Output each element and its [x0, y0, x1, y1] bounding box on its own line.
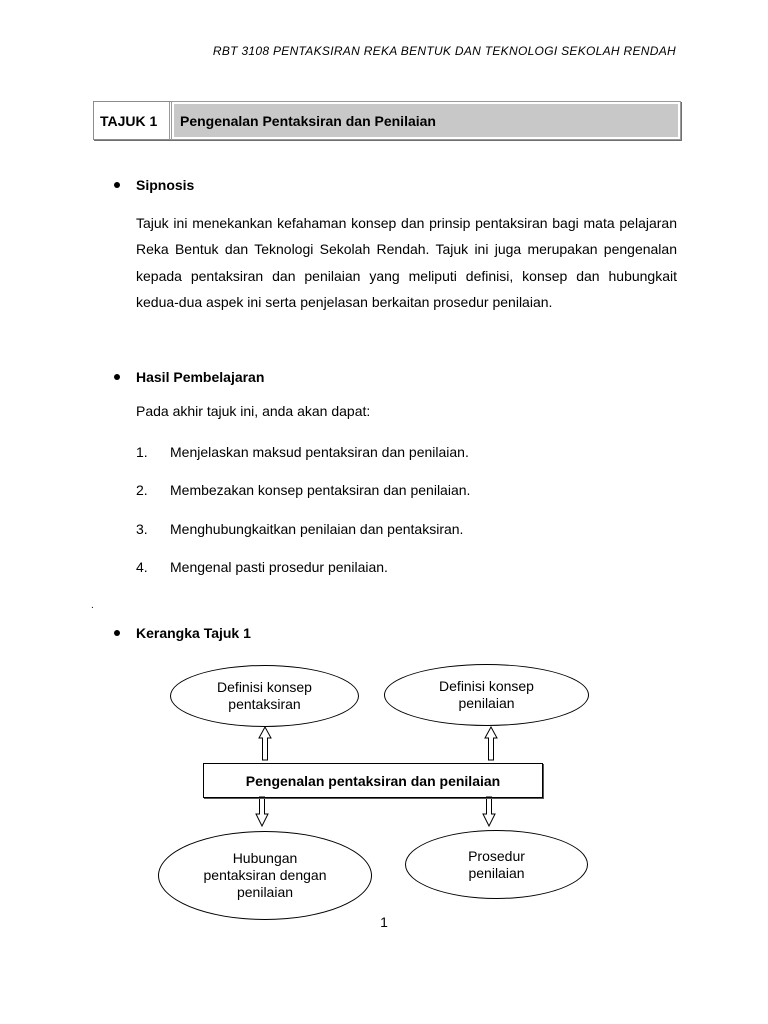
oval-line: Hubungan — [232, 850, 298, 866]
oval-line: penilaian — [236, 884, 294, 900]
down-arrow-icon — [256, 797, 268, 826]
synopsis-line: merupakan pengenalan kepada pentaksiran dan penilaian yang meliputi definisi, — [136, 241, 677, 284]
oval-line: pentaksiran dengan — [203, 867, 327, 883]
synopsis-line: pelajaran Reka Bentuk dan Teknologi Sekolah Rendah. Tajuk ini juga — [136, 215, 677, 258]
down-arrow-icon — [483, 797, 495, 826]
outcome-text: Membezakan konsep pentaksiran dan penilaian. — [170, 482, 471, 498]
outcome-text: Menghubungkaitkan penilaian dan pentaksiran. — [170, 521, 464, 537]
oval-line: pentaksiran — [228, 696, 301, 712]
oval-line: Prosedur — [468, 847, 525, 864]
up-arrow-icon — [259, 727, 271, 760]
outcome-text: Mengenal pasti prosedur penilaian. — [170, 559, 388, 575]
synopsis-line: penilaian. — [492, 293, 553, 310]
synopsis-line: konsep dan hubungkait kedua-dua aspek ini serta penjelasan berkaitan prosedur — [136, 267, 677, 310]
outcome-number: 2. — [136, 482, 148, 498]
framework-heading: Kerangka Tajuk 1 — [136, 625, 251, 641]
oval-line: Definisi konsep — [439, 678, 534, 694]
framework-center-box: Pengenalan pentaksiran dan penilaian — [203, 763, 543, 798]
running-header: RBT 3108 PENTAKSIRAN REKA BENTUK DAN TEKNOLOGI SEKOLAH RENDAH — [212, 44, 676, 58]
oval-assessment-definition — [170, 665, 359, 727]
page-number: 1 — [380, 914, 388, 930]
topic-title: Pengenalan Pentaksiran dan Penilaian — [172, 102, 680, 139]
stray-dot: . — [91, 600, 94, 611]
synopsis-line: Tajuk ini menekankan kefahaman konsep dan prinsip pentaksiran bagi mata — [136, 215, 615, 231]
topic-number: TAJUK 1 — [94, 102, 172, 139]
synopsis-heading: Sipnosis — [136, 177, 195, 193]
learning-outcomes-intro: Pada akhir tajuk ini, anda akan dapat: — [136, 403, 371, 419]
oval-line: Definisi konsep — [217, 679, 312, 695]
oval-line: penilaian — [468, 864, 525, 881]
oval-procedure — [405, 830, 588, 899]
oval-evaluation-definition — [384, 664, 589, 726]
outcome-text: Menjelaskan maksud pentaksiran dan penilaian. — [170, 444, 469, 460]
learning-outcomes-heading: Hasil Pembelajaran — [136, 369, 265, 385]
oval-line: penilaian — [458, 695, 515, 711]
up-arrow-icon — [485, 727, 497, 760]
oval-relationship — [158, 831, 372, 920]
outcome-number: 1. — [136, 444, 148, 460]
outcome-number: 3. — [136, 521, 148, 537]
outcome-number: 4. — [136, 559, 148, 575]
